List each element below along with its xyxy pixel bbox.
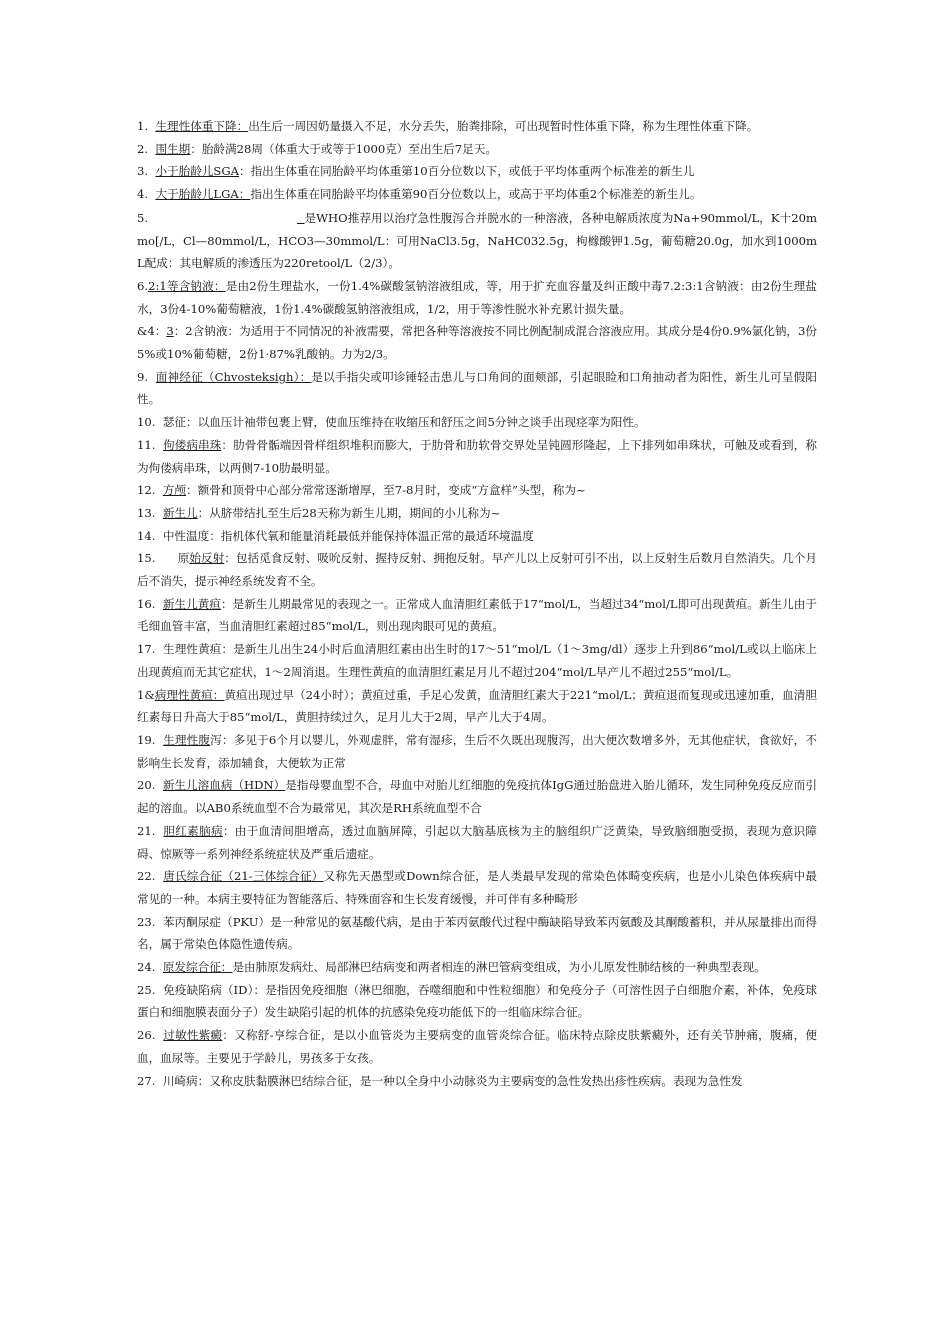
definition-entry — [137, 320, 817, 365]
entry-number: 17. — [137, 642, 164, 657]
definition-entry — [137, 525, 817, 548]
definition-entry — [137, 593, 817, 638]
entry-term: 唐氏综合征（21-三体综合征） — [163, 869, 324, 884]
definition-entry — [137, 411, 817, 434]
entry-body: 瑟征：以血压计袖带包裹上臂，使血压维持在收缩压和舒压之间5分钟之谈手出现痉挛为阳性。 — [162, 415, 646, 430]
entry-number: 22. — [137, 869, 164, 884]
definition-entry — [137, 479, 817, 502]
entry-body: ：从脐带结扎至生后28天称为新生儿期，期间的小儿称为~ — [197, 505, 501, 520]
definition-entry — [137, 774, 817, 819]
entry-number: 15. 原 — [137, 551, 190, 566]
entry-term: 围生期 — [155, 141, 191, 156]
entry-number: 19. — [137, 732, 164, 747]
entry-number: 13. — [137, 505, 163, 520]
entry-body: 指出生体重在同胎龄平均体重第90百分位数以上，或高于平均体重2个标准差的新生儿。 — [250, 187, 702, 202]
definition-entry — [137, 911, 817, 956]
definition-entry — [137, 729, 817, 774]
entry-number: 14. — [137, 528, 163, 543]
entry-body: ：2含钠液：为适用于不同情况的补液需要，常把各种等溶液按不同比例配制成混合溶液应用。其成分是4份0.9%氯化钠，3份5%或10%葡萄糖，2份1·87%乳酸钠。力为2/3。 — [137, 324, 817, 362]
entry-term: 小于胎龄儿SGA — [155, 164, 239, 179]
entry-body: 生理性黄疸：是新生儿出生24小时后血清胆红素由出生时的17～51“mol/L（1～3mg/dl）逐步上升到86“mol/L或以上临床上出现黄疸而无其它症状，1～2周消退。生理性黄疸的血清胆红素足月儿不超过204“mol/L早产儿不超过255“mol/L。 — [137, 642, 817, 679]
definition-entry — [137, 638, 817, 683]
entry-body: 泻：多见于6个月以婴儿，外观虚胖，常有湿疹，生后不久既出现腹泻，出大便次数增多外，无其他症状，食欲好，不影响生长发育，添加辅食，大便软为正常 — [137, 732, 817, 770]
entry-term: 新生儿黄疸 — [162, 596, 221, 611]
document-page — [137, 115, 817, 1092]
entry-body: ：胎龄满28周（体重大于或等于1000克）至出生后7足天。 — [190, 141, 497, 156]
entry-term: 方颅 — [162, 483, 187, 498]
entry-term: 胆红素脑病 — [163, 823, 223, 838]
definition-entry — [137, 183, 817, 206]
definition-entry — [137, 115, 817, 138]
definition-entry — [137, 207, 817, 275]
entry-number: 16. — [137, 596, 163, 611]
entry-number: 24. — [137, 960, 163, 975]
definition-entry — [137, 684, 817, 729]
entry-number: 10. — [137, 415, 163, 430]
entry-term: 新生儿溶血病（HDN） — [162, 778, 286, 793]
entry-body: 川崎病：又称皮肤黏膜淋巴结综合征，是一种以全身中小动脉炎为主要病变的急性发热出疹性疾病。表现为急性发 — [162, 1073, 743, 1088]
entry-body: 是WHO推荐用以治疗急性腹泻合并脱水的一种溶液，各种电解质浓度为Na+90mmol/L，K十20mmo[/L，Cl—80mmol/L，HCO3—30mmol/L：可用NaCl3.5g，NaHC032.5g，枸橼酸钾1.5g，葡萄糖20.0g，加水到1000mL配成：其电解质的渗透压为220retool/L（2/3）。 — [137, 210, 817, 271]
entry-number: &4： — [137, 324, 167, 339]
entry-term: 生理性腹 — [163, 732, 211, 747]
entry-body: 是由肺原发病灶、局部淋巴结病变和两者相连的淋巴管病变组成，为小儿原发性肺结核的一种典型表现。 — [232, 960, 766, 975]
definition-entry — [137, 138, 817, 161]
entry-term: 病理性黄疸： — [154, 687, 225, 702]
entry-body: 免疫缺陷病（ID）：是指因免疫细胞（淋巴细胞，吞噬细胞和中性粒细胞）和免疫分子（可溶性因子白细胞介素，补体，免疫球蛋白和细胞膜表面分子）发生缺陷引起的机体的抗感染免疫功能低下的一组临床综合征。 — [137, 982, 817, 1020]
entry-body: ：指出生体重在同胎龄平均体重第10百分位数以下，或低于平均体重两个标准差的新生儿 — [238, 164, 695, 179]
entry-body: 是指母婴血型不合，母血中对胎儿红细胞的免疫抗体IgG通过胎盘进入胎儿循环，发生同种免疫反应而引起的溶血。以AB0系统血型不合为最常见，其次是RH系统血型不合 — [137, 778, 817, 816]
entry-term — [297, 211, 304, 225]
entry-body: 是以手指尖或叩诊锤轻击患儿与口角间的面颊部，引起眼睑和口角抽动者为阳性，新生儿可呈假阳性。 — [137, 369, 818, 407]
entry-body: 苯丙酮尿症（PKU）是一种常见的氨基酸代病，是由于苯丙氨酸代过程中酶缺陷导致苯丙氨酸及其酮酸蓄积，并从尿量排出而得名，属于常染色体隐性遗传病。 — [137, 914, 817, 952]
entry-body: 出生后一周因奶量摄入不足，水分丢失，胎粪排除，可出现暂时性体重下降，称为生理性体重下降。 — [248, 119, 759, 133]
entry-term: 面神经征（Chvosteksigh）： — [155, 369, 312, 384]
entry-number: 9. — [137, 369, 156, 384]
entry-term: 原发综合征： — [162, 960, 233, 975]
definition-entry — [137, 160, 817, 183]
definition-entry — [137, 820, 817, 865]
entry-body: ：又称舒-亨综合征，是以小血管炎为主要病变的血管炎综合征。临床特点除皮肤紫癜外，还有关节肿痛，腹痛，便血，血尿等。主要见于学龄儿，男孩多于女孩。 — [137, 1028, 817, 1065]
entry-number: 11. — [137, 437, 163, 452]
definition-entry — [137, 1070, 817, 1093]
entry-number: 4. — [137, 187, 156, 202]
definition-entry — [137, 1024, 817, 1069]
entry-number: 26. — [137, 1028, 164, 1043]
definition-entry — [137, 979, 817, 1024]
entry-number: 27. — [137, 1073, 163, 1088]
entry-term: 生理性体重下降： — [155, 119, 249, 133]
entry-term: 大于胎龄儿LGA： — [155, 187, 251, 202]
definition-entry — [137, 547, 817, 592]
definition-entry — [137, 502, 817, 525]
entry-number: 1& — [137, 687, 155, 702]
entry-number: 23. — [137, 914, 163, 929]
entry-body: ：包括觅食反射、吸吮反射、握持反射、拥抱反射。早产儿以上反射可引不出，以上反射生后数月自然消失。几个月后不消失，提示神经系统发育不全。 — [137, 551, 817, 589]
entry-number: 5. — [137, 210, 298, 225]
entry-body: 是由2份生理盐水，一份1.4%碳酸氢钠溶液组成，等，用于扩充血容量及纠正酸中毒7.2:3:1含钠液：由2份生理盐水，3份4-10%葡萄糖液，1份1.4%碳酸氢钠溶液组成，1/2，用于等渗性脱水补充累计损失量。 — [137, 278, 817, 316]
entry-number: 21. — [137, 823, 164, 838]
entry-term: 过敏性紫癜 — [163, 1028, 223, 1043]
entry-term: 新生儿 — [162, 505, 198, 520]
definition-entry — [137, 865, 817, 910]
entry-body: ：额骨和顶骨中心部分常常逐渐增厚，至7-8月时，变成“方盒样”头型，称为~ — [186, 483, 586, 498]
entry-number: 3. — [137, 164, 156, 179]
entry-body: ：是新生儿期最常见的表现之一。正常成人血清胆红素低于17“mol/L，当超过34“mol/L即可出现黄疸。新生儿由于毛细血管丰富，当血清胆红素超过85“mol/L，则出现肉眼可见的黄疸。 — [137, 596, 818, 634]
entry-body: ：由于血清间胆增高，透过血脑屏障，引起以大脑基底核为主的脑组织广泛黄染，导致脑细胞受损，表现为意识障碍、惊厥等一系列神经系统症状及严重后遗症。 — [137, 823, 817, 861]
entry-body: 中性温度：指机体代氧和能量消耗最低并能保持体温正常的最适环境温度 — [162, 528, 534, 543]
entry-term: 3 — [166, 324, 174, 339]
entry-number: 1. — [137, 119, 156, 133]
definition-entry — [137, 434, 817, 479]
entry-body: 黄疸出现过早（24小时）；黄疸过重，手足心发黄，血清胆红素大于221“mol/L；黄疸退而复现或迅速加重，血清胆红素每日升高大于85“mol/L，黄胆持续过久，足月儿大于2周，早产儿大于4周。 — [137, 687, 817, 725]
entry-body: 又称先天愚型或Down综合征，是人类最早发现的常染色体畸变疾病，也是小儿染色体疾病中最常见的一种。本病主要特征为智能落后、特殊面容和生长发育缓慢，并可伴有多种畸形 — [137, 869, 818, 906]
entry-term: 佝偻病串珠 — [162, 437, 222, 452]
definition-entry — [137, 366, 817, 411]
entry-number: 25. — [137, 982, 164, 997]
definition-entry — [137, 956, 817, 979]
entry-number: 6. — [137, 278, 149, 293]
entry-number: 2. — [137, 141, 156, 156]
entry-term: 2:1等含钠液： — [148, 278, 226, 293]
entry-body: ：肋骨骨骺端因骨样组织堆积而膨大，于肋骨和肋软骨交界处呈钝圆形隆起，上下排列如串珠状，可触及或看到，称为佝偻病串珠，以两侧7-10肋最明显。 — [137, 437, 817, 475]
entry-number: 20. — [137, 778, 163, 793]
entry-number: 12. — [137, 483, 163, 498]
entry-term: 始反射 — [189, 551, 225, 566]
definition-entry — [137, 275, 817, 320]
